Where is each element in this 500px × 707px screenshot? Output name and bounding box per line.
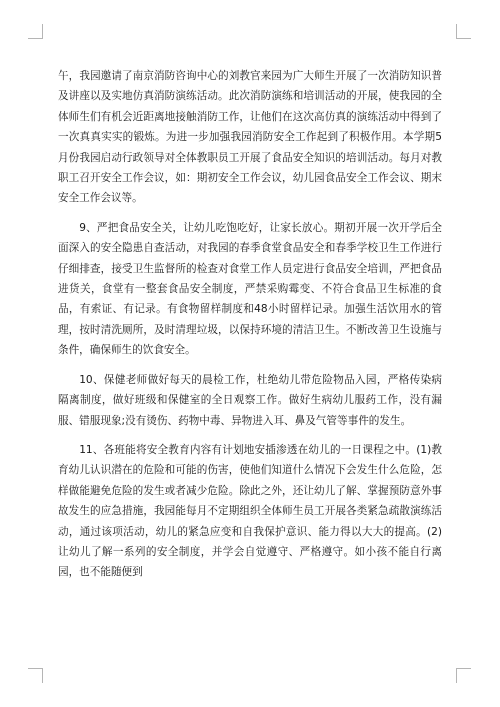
- document-body: [58, 66, 442, 583]
- paragraph-continuation: 午，我园邀请了南京消防咨询中心的刘教官来园为广大师生开展了一次消防知识普及讲座以及实地仿真消防演练活动。此次消防演练和培训活动的开展，使我园的全体师生们有机会近距离地接触消防工作，让他们在这次高仿真的演练活动中得到了一次真真实实的锻炼。为进一步加强我园消防安全工作起到了积极作用。本学期5月份我园启动行政领导对全体教职员工开展了食品安全知识的培训活动。每月对教职工召开安全工作会议，如：期初安全工作会议，幼儿园食品安全工作会议、期末安全工作会议等。: [58, 70, 442, 205]
- corner-mark-top-right: [456, 24, 471, 39]
- corner-mark-top-left: [28, 24, 43, 39]
- corner-mark-bottom-left: [28, 668, 43, 683]
- corner-mark-bottom-right: [456, 668, 471, 683]
- paragraph-item-10: 10、保健老师做好每天的晨检工作，杜绝幼儿带危险物品入园，严格传染病隔离制度，做好班级和保健室的全日观察工作。做好生病幼儿服药工作，没有漏服、错服现象;没有烫伤、药物中毒、异物进入耳、鼻及气管等事件的发生。: [58, 373, 442, 427]
- paragraph-item-11: 11、各班能将安全教育内容有计划地安插渗透在幼儿的一日课程之中。(1)教育幼儿认识潜在的危险和可能的伤害，使他们知道什么情况下会发生什么危险，怎样做能避免危险的发生或者减少危险。除此之外，还让幼儿了解、掌握预防意外事故发生的应急措施，我园能每月不定期组织全体师生员工开展各类紧急疏散演练活动，通过该项活动，幼儿的紧急应变和自我保护意识、能力得以大大的提高。(2)让幼儿了解一系列的安全制度，并学会自觉遵守、严格遵守。如小孩不能自行离园，也不能随便到: [58, 443, 442, 579]
- paragraph-item-9: 9、严把食品安全关，让幼儿吃饱吃好，让家长放心。期初开展一次开学后全面深入的安全隐患自查活动，对我园的春季食堂食品安全和春季学校卫生工作进行仔细排查，接受卫生监督所的检查对食堂工作人员定进行食品安全培训，严把食品进货关，食堂有一整套食品安全制度，严禁采购霉变、不符合食品卫生标准的食品，有索证、有记录。有食物留样制度和48小时留样记录。加强生活饮用水的管理，按时清洗厕所，及时清理垃圾，以保持环境的清洁卫生。不断改善卫生设施与条件，确保师生的饮食安全。: [58, 221, 442, 357]
